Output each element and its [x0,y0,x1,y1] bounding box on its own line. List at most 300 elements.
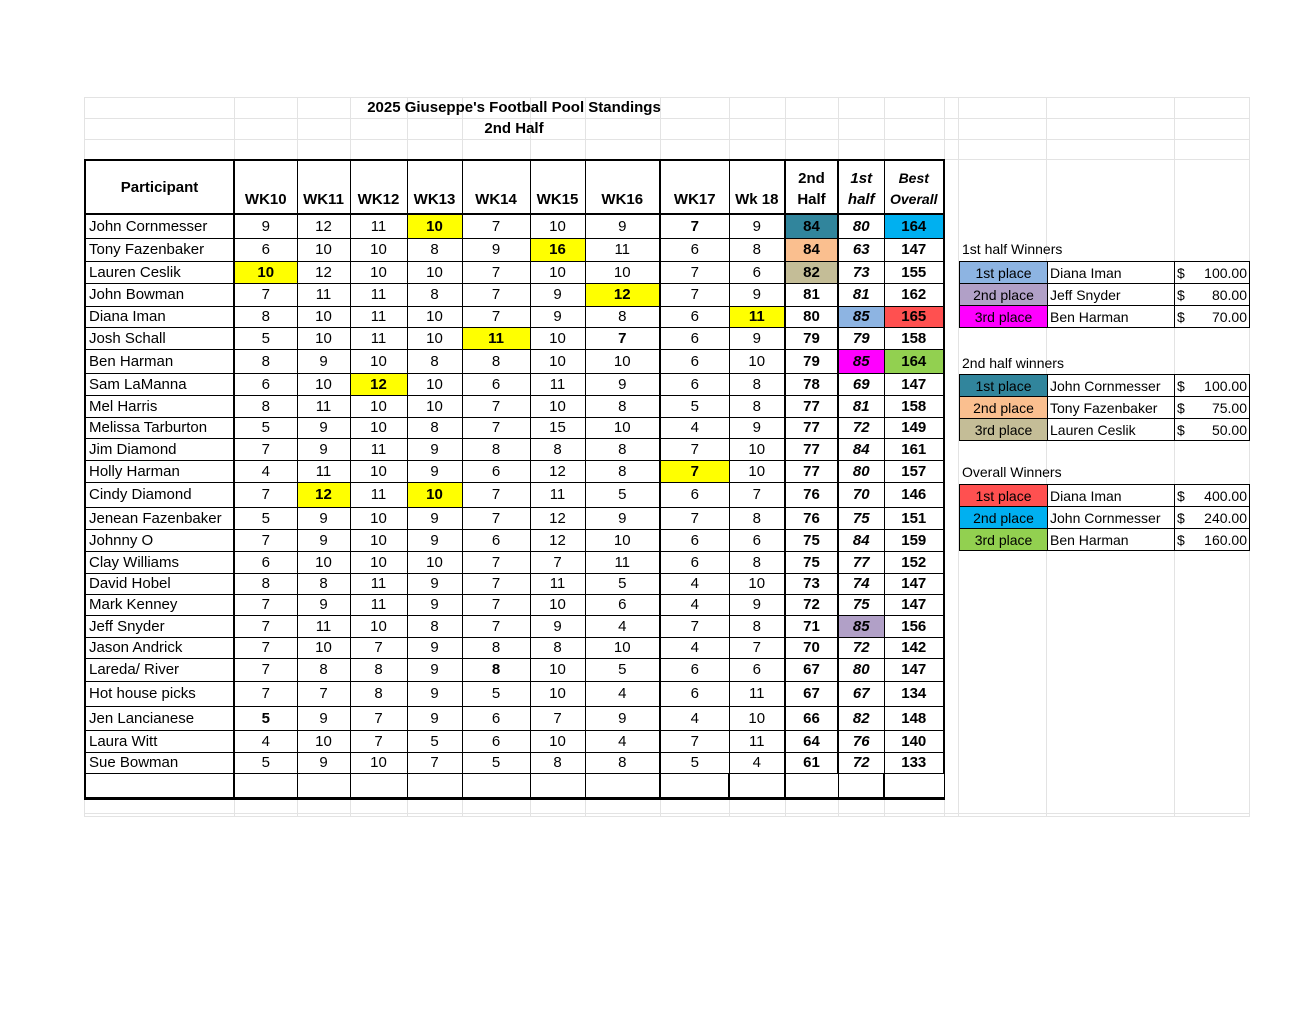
first-half-total: 67 [838,681,884,706]
week-header: WK15 [530,160,585,214]
gridline [1249,97,1250,817]
week-score: 11 [729,306,785,327]
table-row [85,306,944,327]
prize-amount [1175,485,1250,507]
table-row [85,283,944,306]
winner-row [960,485,1250,507]
table-row [85,238,944,261]
best-overall-total: 134 [884,681,944,706]
week-score: 7 [729,637,785,658]
week-score: 7 [462,573,530,594]
week-score: 6 [660,658,729,681]
week-score: 10 [350,529,407,551]
first-half-header [838,160,884,214]
first-half-total: 76 [838,730,884,752]
week-score: 12 [530,507,585,529]
week-score: 4 [729,752,785,773]
week-score: 7 [462,417,530,438]
week-score: 9 [407,507,462,529]
week-score: 6 [234,238,297,261]
place-label: 3rd place [960,419,1048,441]
week-score: 10 [407,551,462,573]
first-half-total: 77 [838,551,884,573]
week-score: 11 [350,438,407,460]
table-row [85,460,944,482]
table-row [85,529,944,551]
week-score: 4 [234,730,297,752]
best-overall-header-line1: Best [898,170,929,186]
participant-name: Johnny O [85,529,234,551]
second-half-winners-table [959,374,1250,441]
week-score: 11 [350,573,407,594]
week-score: 12 [297,214,350,238]
week-score: 11 [350,594,407,615]
week-score: 10 [297,327,350,349]
week-score: 9 [297,349,350,373]
overall-winners-table [959,484,1250,551]
second-half-total: 61 [785,752,838,773]
week-score: 10 [350,615,407,637]
week-score: 4 [660,417,729,438]
week-score: 11 [350,482,407,507]
week-score: 7 [234,615,297,637]
table-row [85,551,944,573]
week-score: 9 [407,594,462,615]
first-half-total: 69 [838,373,884,395]
amount-value: 80.00 [1211,286,1247,303]
week-score: 8 [729,615,785,637]
best-overall-total: 155 [884,261,944,283]
participant-name: Jim Diamond [85,438,234,460]
week-score: 5 [462,752,530,773]
amount-value: 160.00 [1204,531,1247,548]
week-score: 7 [660,615,729,637]
week-score: 7 [660,283,729,306]
week-score: 5 [234,706,297,730]
week-score: 12 [350,373,407,395]
second-half-total: 75 [785,529,838,551]
week-score: 6 [660,529,729,551]
table-row [85,573,944,594]
second-half-total: 77 [785,417,838,438]
second-half-total: 75 [785,551,838,573]
first-half-header-line2: half [847,191,875,208]
amount-value: 70.00 [1211,308,1247,325]
second-half-total: 73 [785,573,838,594]
table-row [85,681,944,706]
gridline [1046,97,1047,817]
week-score: 7 [462,214,530,238]
week-score: 10 [297,730,350,752]
week-score: 6 [660,551,729,573]
place-label: 1st place [960,262,1048,284]
participant-name: Ben Harman [85,349,234,373]
winner-name: Tony Fazenbaker [1048,397,1175,419]
participant-name: Holly Harman [85,460,234,482]
week-score: 5 [585,482,660,507]
winner-name: Jeff Snyder [1048,284,1175,306]
week-score: 10 [530,730,585,752]
empty-cell [297,773,350,798]
week-score: 12 [530,460,585,482]
header-row [85,160,944,214]
participant-name: Melissa Tarburton [85,417,234,438]
week-score: 7 [462,261,530,283]
week-score: 8 [585,752,660,773]
first-half-total: 73 [838,261,884,283]
week-score: 10 [407,395,462,417]
week-score: 10 [350,551,407,573]
week-score: 7 [462,507,530,529]
week-score: 8 [729,507,785,529]
dollar-sign: $ [1177,264,1185,281]
week-score: 9 [297,438,350,460]
week-score: 10 [729,460,785,482]
second-half-total: 66 [785,706,838,730]
second-half-total: 72 [785,594,838,615]
second-half-total: 84 [785,214,838,238]
week-score: 8 [729,373,785,395]
week-score: 7 [234,482,297,507]
gridline [958,97,959,817]
first-half-winners-table [959,261,1250,328]
week-score: 8 [729,238,785,261]
amount-value: 400.00 [1204,487,1247,504]
week-score: 5 [407,730,462,752]
best-overall-header-line2: Overall [890,191,938,207]
week-score: 9 [407,658,462,681]
table-row [85,482,944,507]
week-score: 11 [350,214,407,238]
empty-cell [530,773,585,798]
standings-body [85,214,944,798]
winner-row [960,529,1250,551]
week-score: 7 [462,594,530,615]
week-score: 8 [585,460,660,482]
week-score: 10 [350,261,407,283]
first-half-total: 84 [838,438,884,460]
best-overall-total: 133 [884,752,944,773]
week-score: 9 [297,752,350,773]
week-score: 10 [729,573,785,594]
second-half-total: 64 [785,730,838,752]
first-half-total: 75 [838,507,884,529]
week-score: 9 [234,214,297,238]
week-score: 10 [585,417,660,438]
week-score: 8 [297,658,350,681]
table-row [85,373,944,395]
week-score: 9 [585,373,660,395]
week-score: 10 [407,373,462,395]
week-score: 5 [660,395,729,417]
table-row [85,637,944,658]
week-score: 10 [297,306,350,327]
week-score: 10 [530,395,585,417]
week-score: 5 [234,417,297,438]
week-score: 6 [660,373,729,395]
week-score: 10 [350,395,407,417]
place-label: 2nd place [960,397,1048,419]
week-score: 7 [660,507,729,529]
week-score: 11 [297,460,350,482]
best-overall-total: 156 [884,615,944,637]
second-half-header-line1: 2nd [798,170,825,187]
first-half-total: 72 [838,637,884,658]
week-score: 10 [585,349,660,373]
place-label: 2nd place [960,507,1048,529]
dollar-sign: $ [1177,509,1185,526]
best-overall-total: 149 [884,417,944,438]
week-score: 15 [530,417,585,438]
first-half-total: 79 [838,327,884,349]
week-score: 7 [234,283,297,306]
empty-cell [660,773,729,798]
first-half-total: 84 [838,529,884,551]
week-score: 9 [407,529,462,551]
week-header: Wk 18 [729,160,785,214]
week-score: 6 [660,306,729,327]
winner-name: Ben Harman [1048,306,1175,328]
dollar-sign: $ [1177,377,1185,394]
participant-name: Mel Harris [85,395,234,417]
week-score: 5 [234,327,297,349]
week-score: 10 [530,327,585,349]
week-score: 7 [530,706,585,730]
week-score: 9 [585,214,660,238]
dollar-sign: $ [1177,487,1185,504]
week-score: 4 [234,460,297,482]
second-half-total: 70 [785,637,838,658]
week-score: 10 [407,482,462,507]
week-score: 9 [407,681,462,706]
winner-row [960,375,1250,397]
week-score: 11 [530,482,585,507]
participant-name: Sam LaManna [85,373,234,395]
empty-cell [729,773,785,798]
week-score: 10 [585,529,660,551]
participant-name: Clay Williams [85,551,234,573]
week-score: 10 [585,261,660,283]
week-score: 6 [462,706,530,730]
winner-row [960,397,1250,419]
week-score: 6 [660,681,729,706]
week-score: 7 [407,752,462,773]
participant-name: Mark Kenney [85,594,234,615]
best-overall-total: 147 [884,594,944,615]
second-half-total: 82 [785,261,838,283]
week-score: 8 [585,438,660,460]
week-score: 11 [350,306,407,327]
week-score: 10 [407,327,462,349]
week-score: 6 [729,658,785,681]
table-row [85,395,944,417]
winner-row [960,262,1250,284]
week-header: WK16 [585,160,660,214]
week-score: 5 [234,752,297,773]
first-half-total: 80 [838,460,884,482]
week-score: 12 [297,482,350,507]
empty-row [85,773,944,798]
winner-row [960,419,1250,441]
participant-name: Jeff Snyder [85,615,234,637]
week-score: 10 [729,438,785,460]
week-score: 11 [530,373,585,395]
week-score: 7 [660,460,729,482]
week-score: 6 [660,238,729,261]
second-half-header-line2: Half [797,191,826,208]
week-score: 10 [297,238,350,261]
week-score: 16 [530,238,585,261]
best-overall-total: 142 [884,637,944,658]
week-score: 9 [297,529,350,551]
participant-name: David Hobel [85,573,234,594]
week-score: 9 [729,283,785,306]
week-score: 8 [350,681,407,706]
week-score: 11 [297,283,350,306]
first-half-winners-label: 1st half Winners [962,241,1063,257]
week-score: 8 [407,238,462,261]
week-score: 10 [407,261,462,283]
second-half-total: 78 [785,373,838,395]
best-overall-total: 147 [884,373,944,395]
week-score: 7 [234,594,297,615]
participant-name: Lauren Ceslik [85,261,234,283]
week-score: 6 [462,529,530,551]
table-row [85,507,944,529]
week-score: 9 [407,438,462,460]
week-score: 6 [234,373,297,395]
second-half-total: 79 [785,349,838,373]
week-header: WK13 [407,160,462,214]
winner-name: Ben Harman [1048,529,1175,551]
table-row [85,658,944,681]
week-score: 6 [234,551,297,573]
week-score: 5 [585,573,660,594]
week-score: 10 [350,752,407,773]
week-score: 10 [350,349,407,373]
empty-cell [462,773,530,798]
best-overall-total: 164 [884,214,944,238]
participant-name: Jen Lancianese [85,706,234,730]
week-score: 11 [729,681,785,706]
week-score: 9 [530,283,585,306]
dollar-sign: $ [1177,308,1185,325]
prize-amount [1175,284,1250,306]
week-score: 12 [585,283,660,306]
week-score: 7 [585,327,660,349]
place-label: 3rd place [960,306,1048,328]
empty-cell [85,773,234,798]
participant-name: John Bowman [85,283,234,306]
dollar-sign: $ [1177,531,1185,548]
participant-name: John Cornmesser [85,214,234,238]
place-label: 1st place [960,375,1048,397]
week-score: 6 [462,460,530,482]
week-score: 10 [350,460,407,482]
week-score: 9 [297,417,350,438]
week-score: 4 [660,573,729,594]
participant-name: Josh Schall [85,327,234,349]
week-score: 12 [297,261,350,283]
gridline [84,813,1250,814]
best-overall-total: 152 [884,551,944,573]
week-score: 8 [234,306,297,327]
week-score: 11 [585,551,660,573]
second-half-total: 81 [785,283,838,306]
week-score: 8 [530,438,585,460]
winner-name: Diana Iman [1048,485,1175,507]
first-half-total: 75 [838,594,884,615]
prize-amount [1175,419,1250,441]
week-header: WK14 [462,160,530,214]
week-score: 10 [530,594,585,615]
prize-amount [1175,262,1250,284]
week-score: 7 [350,730,407,752]
week-score: 9 [407,573,462,594]
best-overall-total: 159 [884,529,944,551]
week-score: 8 [462,349,530,373]
winner-name: Diana Iman [1048,262,1175,284]
place-label: 2nd place [960,284,1048,306]
participant-name: Hot house picks [85,681,234,706]
standings-table [84,159,945,800]
week-score: 6 [585,594,660,615]
participant-name: Diana Iman [85,306,234,327]
amount-value: 100.00 [1204,377,1247,394]
table-row [85,349,944,373]
second-half-total: 80 [785,306,838,327]
week-score: 9 [585,706,660,730]
week-score: 8 [407,417,462,438]
gridline [84,97,1250,98]
amount-value: 75.00 [1211,399,1247,416]
week-score: 7 [350,706,407,730]
week-score: 7 [234,681,297,706]
week-score: 8 [234,573,297,594]
week-score: 7 [462,551,530,573]
table-row [85,417,944,438]
participant-name: Cindy Diamond [85,482,234,507]
best-overall-total: 157 [884,460,944,482]
participant-name: Jenean Fazenbaker [85,507,234,529]
week-score: 6 [729,261,785,283]
week-score: 9 [729,214,785,238]
first-half-total: 72 [838,752,884,773]
week-score: 8 [462,658,530,681]
winner-name: Lauren Ceslik [1048,419,1175,441]
best-overall-total: 147 [884,238,944,261]
week-header: WK17 [660,160,729,214]
week-score: 10 [297,373,350,395]
week-score: 7 [234,438,297,460]
week-score: 11 [729,730,785,752]
week-header: WK12 [350,160,407,214]
week-score: 7 [462,395,530,417]
week-score: 5 [585,658,660,681]
week-score: 8 [234,395,297,417]
week-score: 9 [729,417,785,438]
first-half-total: 74 [838,573,884,594]
second-half-total: 84 [785,238,838,261]
best-overall-header [884,160,944,214]
week-score: 9 [729,327,785,349]
week-score: 9 [297,594,350,615]
best-overall-total: 147 [884,573,944,594]
week-score: 7 [660,730,729,752]
week-score: 10 [407,306,462,327]
week-score: 10 [407,214,462,238]
table-row [85,594,944,615]
